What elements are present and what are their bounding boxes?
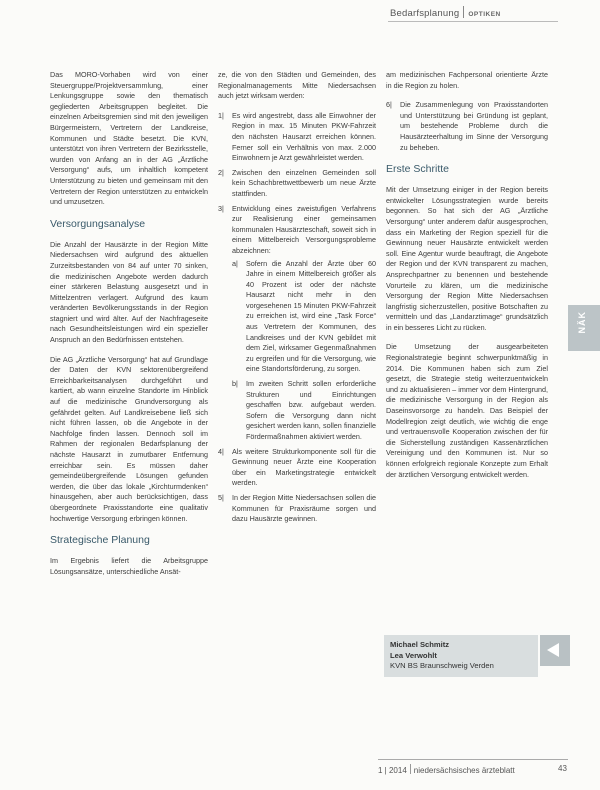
column-2: [218, 70, 376, 531]
side-tab: [568, 305, 600, 351]
list-item: [386, 100, 548, 153]
section-heading: Erste Schritte: [386, 163, 450, 176]
list-item-text: Im zweiten Schritt sollen erforderliche Strukturen und Einrichtungen geschaffen bzw. aufgebaut werden. Sofern die Versorgung dann nicht gesichert werden kann, sollen finanzielle Fördermaßnahmen aktiviert werden.: [246, 379, 376, 441]
back-arrow-icon: [540, 635, 570, 666]
footer-divider: [410, 764, 411, 774]
list-marker: a|: [232, 258, 238, 268]
list-item: [218, 447, 376, 489]
list-marker: 1|: [218, 110, 224, 120]
numbered-list: [218, 111, 376, 525]
list-item-text: Sofern die Anzahl der Ärzte über 60 Jahre in einem Mittelbereich größer als 40 Prozent ist oder der nächste Hausarzt nicht mehr in den vorgesehenen 15 Minuten PKW-Fahrzeit zu erreichen ist, wird eine „Task Force“ aus Vertretern der Kommunen, des Landkreises und der KVN gebildet mit dem Ziel, wirksamer Gegenmaßnahmen zu ergreifen und für die Versorgung, wie eine Standortsförderung, zu sorgen.: [246, 258, 376, 374]
paragraph: Das MORO-Vorhaben wird von einer Steuergruppe/Projektversammlung, einer Lenkungsgruppe sowie den thematisch gegliederten Arbeitsgruppen begleitet. Die einzelnen Arbeitsgremien sind mit den jeweiligen Bürgermeistern, Vertretern der Landkreise, Kommunen und Städte besetzt. Die KVN, unterstützt von ihren Vertretern der Bezirksstelle, wurden von Anfang an in der AG „Ärztliche Versorgung“ aufs, um inhaltlich kompetent Unterstützung zu bieten und gemeinsam mit den Vertretern der Region unterstützen zu entwickeln und umzusetzen.: [50, 70, 208, 207]
numbered-list: [386, 100, 548, 153]
paragraph: am medizinischen Fachpersonal orientierte Ärzte in die Region zu holen.: [386, 70, 548, 90]
paragraph: ze, die von den Städten und Gemeinden, des Regionalmanagements Mitte Niedersachsen auch jetzt wirksam werden:: [218, 70, 376, 101]
column-1: [50, 70, 208, 586]
list-marker: 3|: [218, 203, 224, 213]
header-section: OPTIKEN: [468, 11, 501, 18]
list-item-text: Als weitere Strukturkomponente soll für die Gewinnung neuer Ärzte eine Kooperation über ein Marketingstrategie entwickelt werden.: [232, 446, 376, 488]
paragraph: Mit der Umsetzung einiger in der Region bereits entwickelter Lösungsstrategien wurde bereits begonnen. So hat sich der AG „Ärztliche Versorgung“ unter anderem dafür ausgesprochen, dass ein Marketing der Region speziell für die Gewinnung neuer Hausärzte entwickelt werden soll. Eine Agentur wurde beauftragt, die Angebote der Region und der KVN transparent zu machen, Ansprechpartner zu benennen und bestehende Vorurteile zu klären, um die medizinische Versorgung der Region Mitte Niedersachsen langfristig sicherzustellen, positive Botschaften zu vermitteln und das „Landarztimage“ grundsätzlich in ein besseres Licht zu rücken.: [386, 185, 548, 332]
footer-journal: niedersächsisches ärzteblatt: [413, 766, 515, 775]
list-item-text: Zwischen den einzelnen Gemeinden soll kein Schachbrettwettbewerb um neue Ärzte stattfinden.: [232, 167, 376, 198]
footer-issue: 1 | 2014: [378, 766, 407, 775]
header-divider: [463, 6, 464, 18]
list-marker: 2|: [218, 167, 224, 177]
list-item: [218, 204, 376, 443]
sub-list-item: [232, 379, 376, 443]
paragraph: Die AG „Ärztliche Versorgung“ hat auf Grundlage der Daten der KVN sektorenübergreifend Erreichbarkeitsanalysen durchgeführt und kartiert, ab wann einzelne Standorte im Hinblick auf die medizinische Grundversorgung als gefährdet gelten. Auf Landkreisebene ließ sich nicht führen lassen, ob die Angebote in der Nachfolge finden lassen. Dennoch soll im Rahmen der regionalen Bedarfsplanung der nächste Hausarzt in zumutbarer Entfernung erreichbar sein. Es müssen daher gemeindeübergreifende Lösungen gefunden werden, die über das lokale „Kirchturmdenken“ hinausgehen, aber auch berücksichtigen, dass übergeordnete Praxisstandorte eine qualitativ hochwertige Versorgung erbringen können.: [50, 354, 208, 523]
section-heading: Strategische Planung: [50, 534, 150, 547]
paragraph: Die Anzahl der Hausärzte in der Region Mitte Niedersachsen wird aufgrund des aktuellen Zurzeitsbestanden von 84 auf unter 70 sinken, die medizinischen Angebote werden dadurch einer stärkeren Belastung ausgesetzt und in Mittelzentren verlagert. Aufgrund des kaum veränderten Bevölkerungsstands in der Region stagniert und wird älter. Auf der Nachfrageseite nach Gesundheitsleistungen wird ein spezieller Anspruch an den Bedürfnissen entstehen.: [50, 239, 208, 345]
header-rule: [388, 21, 558, 22]
list-marker: 5|: [218, 492, 224, 502]
list-marker: 6|: [386, 100, 392, 110]
list-marker: 4|: [218, 446, 224, 456]
list-item-text: Es wird angestrebt, dass alle Einwohner der Region in max. 15 Minuten PKW-Fahrzeit den nächsten Hausarzt erreichen können. Ferner soll ein Verhältnis von max. 2.000 Einwohnern je Arzt gewährleistet werden.: [232, 110, 376, 163]
footer: [378, 764, 515, 775]
paragraph: Im Ergebnis liefert die Arbeitsgruppe Lösungsansätze, unterschiedliche Ansät-: [50, 556, 208, 576]
sub-list: [232, 259, 376, 443]
footer-rule: [378, 759, 568, 760]
list-item: [218, 111, 376, 164]
list-item: [218, 493, 376, 525]
author-name: Michael Schmitz: [390, 640, 450, 649]
list-marker: b|: [232, 379, 238, 389]
page-number: 43: [558, 764, 567, 773]
list-item-text: In der Region Mitte Niedersachsen sollen die Kommunen für Praxisräume sorgen und dazu Hausärzte gewinnen.: [232, 492, 376, 524]
section-heading: Versorgungsanalyse: [50, 217, 146, 230]
column-3: [386, 70, 548, 489]
list-item: [218, 168, 376, 200]
sub-list-item: [232, 259, 376, 376]
running-header: [390, 6, 501, 19]
side-tab-label: NÄK: [577, 311, 587, 334]
list-item-text: Die Zusammenlegung von Praxisstandorten und Unterstützung bei Gründung ist geplant, um bestehende Probleme durch die Hausärzteerhaltung im Sinne der Versorgung zu beheben.: [400, 100, 548, 152]
author-box: [384, 635, 538, 677]
header-title: Bedarfsplanung: [390, 8, 460, 19]
paragraph: Die Umsetzung der ausgearbeiteten Regionalstrategie beginnt schwerpunktmäßig in 2014. Die Kommunen haben sich zum Ziel gesetzt, die Strategie stetig weiterzuentwickeln und zu aktualisieren – immer vor dem Hintergrund, die medizinische Versorgung in der Region als Daseinsvorsorge zu handeln. Das Beispiel der Modellregion zeigt deutlich, wie wichtig die enge und vertrauensvolle Kooperation zwischen der für die Sicherstellung zuständigen Kassenärztlichen Vereinigung und den Kommunen ist. Nur so können erfolgreich regionale Konzepte zum Erhalt der ärztlichen Versorgung entwickelt werden.: [386, 342, 548, 479]
author-name: Lea Verwohlt: [390, 650, 437, 660]
author-org: KVN BS Braunschweig Verden: [390, 661, 494, 670]
list-item-text: Entwicklung eines zweistufigen Verfahrens zur Realisierung einer gemeinsamen kommunalen Hausärzteschaft, soweit sich in einem Mittelbereich Versorgungsprobleme abzeichnen:: [232, 203, 376, 255]
